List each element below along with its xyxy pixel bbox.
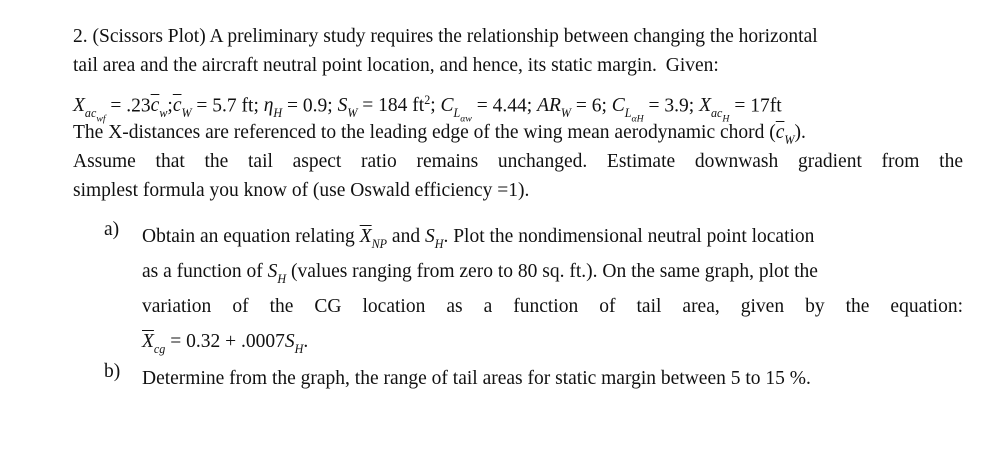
part-b <box>73 361 963 396</box>
s-w-value: = 184 $ft^2$; <box>362 93 436 117</box>
part-a-line-2: as a function of $S_H$ (values ranging from zero to 80 sq. ft.). On the same graph, plot the <box>142 261 818 287</box>
reference-line <box>73 118 963 147</box>
s-h-term-2: $S_H$ <box>267 261 287 287</box>
cbar-w-term: $\overline{c}_W$ <box>172 95 192 121</box>
assumption-line: Assume that the tail aspect ratio remains unchanged. Estimate downwash gradient from the <box>73 151 963 172</box>
ar-w-term: $AR_W$ <box>537 95 571 121</box>
problem-heading-line <box>73 22 963 51</box>
reference-cbar: $\overline{c}_W$ <box>775 122 795 148</box>
oswald-line: simplest formula you know of (use Oswald efficiency =1). <box>73 180 530 201</box>
cl-alpha-w-term: $C_{L\alpha w}$ <box>440 95 472 125</box>
part-a-line-1: Obtain an equation relating $\overline{X}_{NP}$ and $S_H$. Plot the nondimensional neutral point location <box>142 226 815 252</box>
ar-w-value: = 6; <box>575 95 607 117</box>
reference-end: ). <box>794 122 806 143</box>
part-b-label: b) <box>104 361 121 382</box>
intro-line-2 <box>73 51 963 80</box>
cl-alpha-h-term: $C_{L\alpha H}$ <box>611 95 644 125</box>
intro-text-2: tail area and the aircraft neutral point location, and hence, its static margin. <box>73 55 657 76</box>
cbar-w-value: = 5.7 ft; <box>196 95 259 117</box>
s-w-term: $S_W$ <box>337 95 358 121</box>
problem-title: (Scissors Plot) <box>92 26 206 47</box>
eta-h-term: $\eta_H$ <box>263 95 283 121</box>
problem-document <box>73 22 963 396</box>
x-ac-h-value: = 17ft <box>734 95 782 117</box>
intro-text-1: A preliminary study requires the relationship between changing the horizontal <box>209 26 818 47</box>
cl-alpha-h-value: = 3.9; <box>648 95 695 117</box>
part-a-line-3: variation of the CG location as a function of tail area, given by the equation: <box>142 296 963 317</box>
reference-text: The X-distances are referenced to the leading edge of the wing mean aerodynamic chord ( <box>73 122 776 143</box>
cbar-w-small: $\overline{c}_w$ <box>150 95 168 121</box>
given-values-equation: $X_{acwf}$ = $.23\overline{c}_w;\overline{c}_W = 5.7$ ft; $\eta_H = 0.9$; $S_W = 184$ $ft^2$; $C_{L\alpha w} = 4.44$; $AR_W = 6$; $C_{L\alpha H} = 3.9$; $X_{acH} = 17ft$ <box>73 93 782 125</box>
parts-list <box>73 219 963 396</box>
cg-equation: $\overline{X}_{cg} = 0.32 + .0007S_H$. <box>142 331 309 357</box>
x-ac-wf-term: $X_{acwf}$ <box>73 95 106 125</box>
problem-number: 2. <box>73 26 88 47</box>
given-label: Given: <box>665 55 719 76</box>
eta-h-value: = 0.9; <box>287 95 333 117</box>
x-ac-h-term: $X_{acH}$ <box>699 95 730 125</box>
x-np-term: $\overline{X}_{NP}$ <box>359 226 388 252</box>
part-a-label: a) <box>104 219 120 240</box>
s-h-term: $S_H$ <box>424 226 444 252</box>
part-a <box>73 219 963 359</box>
x-ac-wf-value: = .23 <box>110 95 151 117</box>
part-b-text: Determine from the graph, the range of tail areas for static margin between 5 to 15 %. <box>142 368 811 389</box>
cl-alpha-w-value: = 4.44; <box>476 95 533 117</box>
